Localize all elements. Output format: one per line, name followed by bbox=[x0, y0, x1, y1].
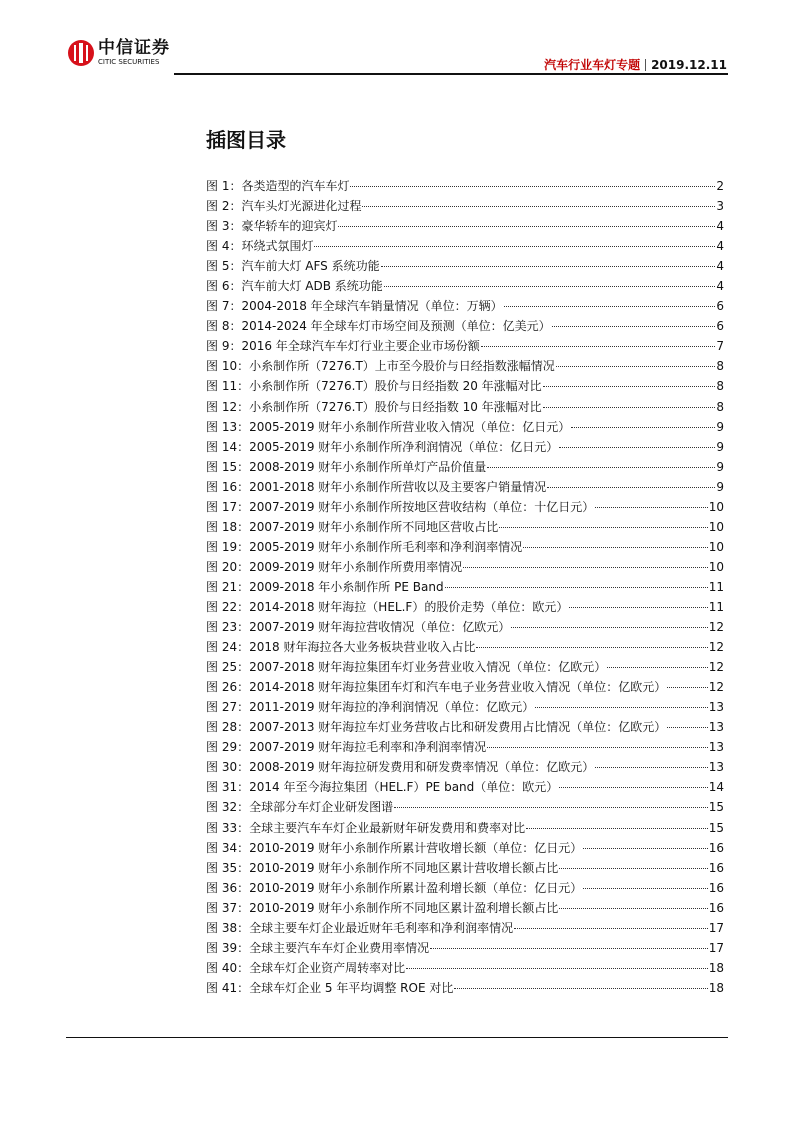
header-separator bbox=[645, 59, 646, 71]
toc-entry[interactable] bbox=[206, 217, 724, 237]
toc-entry-title: 图 19：2005-2019 财年小糸制作所毛利率和净利润率情况 bbox=[206, 539, 523, 554]
dot-leader bbox=[338, 226, 715, 227]
toc-entry-title: 图 41：全球车灯企业 5 年平均调整 ROE 对比 bbox=[206, 980, 454, 995]
toc-entry[interactable] bbox=[206, 438, 724, 458]
toc-entry[interactable] bbox=[206, 317, 724, 337]
toc-entry-page: 11 bbox=[708, 579, 724, 594]
toc-entry[interactable] bbox=[206, 578, 724, 598]
toc-entry[interactable] bbox=[206, 458, 724, 478]
toc-entry-title: 图 12：小糸制作所（7276.T）股价与日经指数 10 年涨幅对比 bbox=[206, 399, 542, 414]
toc-entry-page: 10 bbox=[708, 539, 724, 554]
toc-entry[interactable] bbox=[206, 498, 724, 518]
toc-entry-title: 图 22：2014-2018 财年海拉（HEL.F）的股价走势（单位：欧元） bbox=[206, 599, 569, 614]
footer-divider bbox=[66, 1037, 728, 1038]
toc-entry[interactable] bbox=[206, 598, 724, 618]
toc-entry[interactable] bbox=[206, 758, 724, 778]
toc-entry-title: 图 40：全球车灯企业资产周转率对比 bbox=[206, 960, 406, 975]
toc-entry-page: 9 bbox=[716, 479, 724, 494]
toc-entry[interactable] bbox=[206, 398, 724, 418]
dot-leader bbox=[559, 868, 707, 869]
dot-leader bbox=[499, 527, 707, 528]
toc-entry-title: 图 38：全球主要车灯企业最近财年毛利率和净利润率情况 bbox=[206, 920, 514, 935]
dot-leader bbox=[384, 286, 716, 287]
toc-entry[interactable] bbox=[206, 337, 724, 357]
toc-entry-page: 17 bbox=[708, 940, 724, 955]
toc-entry[interactable] bbox=[206, 819, 724, 839]
toc-entry-page: 18 bbox=[708, 960, 724, 975]
page-title: 插图目录 bbox=[206, 128, 286, 152]
report-topic: 汽车行业车灯专题 bbox=[544, 58, 641, 72]
toc-entry-title: 图 28：2007-2013 财年海拉车灯业务营收占比和研发费用占比情况（单位：亿欧元） bbox=[206, 720, 667, 735]
toc-entry-title: 图 17：2007-2019 财年小糸制作所按地区营收结构（单位：十亿日元） bbox=[206, 499, 595, 514]
toc-entry-page: 4 bbox=[716, 279, 724, 294]
dot-leader bbox=[362, 206, 715, 207]
toc-entry-page: 9 bbox=[716, 439, 724, 454]
dot-leader bbox=[667, 687, 707, 688]
toc-entry-page: 13 bbox=[708, 700, 724, 715]
toc-entry-title: 图 29：2007-2019 财年海拉毛利率和净利润率情况 bbox=[206, 740, 487, 755]
toc-entry-page: 18 bbox=[708, 980, 724, 995]
dot-leader bbox=[445, 587, 708, 588]
toc-entry-page: 8 bbox=[716, 359, 724, 374]
citic-logo-icon bbox=[68, 40, 94, 66]
dot-leader bbox=[476, 647, 707, 648]
toc-entry-title: 图 15：2008-2019 财年小糸制作所单灯产品价值量 bbox=[206, 459, 487, 474]
toc-entry-page: 15 bbox=[708, 800, 724, 815]
toc-entry-title: 图 23：2007-2019 财年海拉营收情况（单位：亿欧元） bbox=[206, 620, 511, 635]
dot-leader bbox=[487, 747, 707, 748]
toc-entry-page: 6 bbox=[716, 299, 724, 314]
company-logo bbox=[68, 40, 170, 66]
toc-entry[interactable] bbox=[206, 638, 724, 658]
toc-entry-title: 图 33：全球主要汽车车灯企业最新财年研发费用和费率对比 bbox=[206, 820, 526, 835]
toc-entry-title: 图 35：2010-2019 财年小糸制作所不同地区累计营收增长额占比 bbox=[206, 860, 559, 875]
toc-entry-title: 图 21：2009-2018 年小糸制作所 PE Band bbox=[206, 579, 444, 594]
toc-entry-title: 图 24：2018 财年海拉各大业务板块营业收入占比 bbox=[206, 640, 476, 655]
toc-entry-title: 图 8：2014-2024 年全球车灯市场空间及预测（单位：亿美元） bbox=[206, 319, 551, 334]
toc-entry-title: 图 3：豪华轿车的迎宾灯 bbox=[206, 219, 338, 234]
toc-entry-page: 10 bbox=[708, 519, 724, 534]
report-date: 2019.12.11 bbox=[651, 57, 727, 72]
toc-entry-page: 17 bbox=[708, 920, 724, 935]
dot-leader bbox=[394, 807, 708, 808]
report-header bbox=[544, 56, 727, 73]
toc-entry-title: 图 26：2014-2018 财年海拉集团车灯和汽车电子业务营业收入情况（单位：亿欧元） bbox=[206, 680, 667, 695]
logo-chinese-name: 中信证券 bbox=[98, 38, 170, 58]
toc-entry-page: 8 bbox=[716, 399, 724, 414]
dot-leader bbox=[350, 186, 715, 187]
toc-entry-page: 16 bbox=[708, 860, 724, 875]
toc-entry[interactable] bbox=[206, 939, 724, 959]
toc-entry-title: 图 9：2016 年全球汽车车灯行业主要企业市场份额 bbox=[206, 339, 480, 354]
toc-entry-page: 15 bbox=[708, 820, 724, 835]
toc-entry[interactable] bbox=[206, 257, 724, 277]
toc-entry[interactable] bbox=[206, 919, 724, 939]
toc-entry-page: 16 bbox=[708, 880, 724, 895]
toc-entry-title: 图 5：汽车前大灯 AFS 系统功能 bbox=[206, 259, 380, 274]
toc-entry[interactable] bbox=[206, 538, 724, 558]
dot-leader bbox=[481, 346, 716, 347]
dot-leader bbox=[526, 828, 708, 829]
toc-entry-page: 12 bbox=[708, 680, 724, 695]
toc-entry-page: 13 bbox=[708, 760, 724, 775]
toc-entry[interactable] bbox=[206, 979, 724, 999]
toc-entry-page: 16 bbox=[708, 900, 724, 915]
dot-leader bbox=[559, 787, 707, 788]
dot-leader bbox=[487, 467, 715, 468]
dot-leader bbox=[543, 407, 716, 408]
dot-leader bbox=[535, 707, 707, 708]
toc-entry[interactable] bbox=[206, 197, 724, 217]
toc-entry-page: 4 bbox=[716, 259, 724, 274]
figure-toc-list bbox=[206, 177, 724, 999]
toc-entry[interactable] bbox=[206, 478, 724, 498]
toc-entry-page: 13 bbox=[708, 720, 724, 735]
dot-leader bbox=[314, 246, 715, 247]
dot-leader bbox=[556, 366, 716, 367]
dot-leader bbox=[595, 767, 707, 768]
toc-entry-title: 图 18：2007-2019 财年小糸制作所不同地区营收占比 bbox=[206, 519, 499, 534]
toc-entry[interactable] bbox=[206, 899, 724, 919]
toc-entry-title: 图 36：2010-2019 财年小糸制作所累计盈利增长额（单位：亿日元） bbox=[206, 880, 583, 895]
toc-entry-title: 图 14：2005-2019 财年小糸制作所净利润情况（单位：亿日元） bbox=[206, 439, 559, 454]
toc-entry[interactable] bbox=[206, 698, 724, 718]
dot-leader bbox=[595, 507, 707, 508]
toc-entry-title: 图 25：2007-2018 财年海拉集团车灯业务营业收入情况（单位：亿欧元） bbox=[206, 660, 607, 675]
toc-entry-title: 图 13：2005-2019 财年小糸制作所营业收入情况（单位：亿日元） bbox=[206, 419, 571, 434]
toc-entry[interactable] bbox=[206, 558, 724, 578]
dot-leader bbox=[583, 888, 707, 889]
dot-leader bbox=[583, 848, 707, 849]
dot-leader bbox=[559, 447, 715, 448]
dot-leader bbox=[559, 908, 707, 909]
toc-entry[interactable] bbox=[206, 678, 724, 698]
toc-entry-page: 7 bbox=[716, 339, 724, 354]
toc-entry-page: 14 bbox=[708, 780, 724, 795]
dot-leader bbox=[381, 266, 716, 267]
dot-leader bbox=[569, 607, 707, 608]
dot-leader bbox=[523, 547, 707, 548]
toc-entry-page: 9 bbox=[716, 419, 724, 434]
toc-entry[interactable] bbox=[206, 297, 724, 317]
toc-entry[interactable] bbox=[206, 658, 724, 678]
toc-entry-page: 6 bbox=[716, 319, 724, 334]
toc-entry-page: 3 bbox=[716, 199, 724, 214]
toc-entry[interactable] bbox=[206, 718, 724, 738]
toc-entry-title: 图 6：汽车前大灯 ADB 系统功能 bbox=[206, 279, 383, 294]
toc-entry-page: 9 bbox=[716, 459, 724, 474]
toc-entry-title: 图 16：2001-2018 财年小糸制作所营收以及主要客户销量情况 bbox=[206, 479, 547, 494]
toc-entry[interactable] bbox=[206, 738, 724, 758]
toc-entry[interactable] bbox=[206, 959, 724, 979]
toc-entry-title: 图 39：全球主要汽车车灯企业费用率情况 bbox=[206, 940, 430, 955]
toc-entry[interactable] bbox=[206, 177, 724, 197]
dot-leader bbox=[607, 667, 707, 668]
toc-entry-page: 12 bbox=[708, 640, 724, 655]
toc-entry[interactable] bbox=[206, 237, 724, 257]
dot-leader bbox=[463, 567, 707, 568]
logo-english-name: CITIC SECURITIES bbox=[98, 58, 160, 66]
toc-entry-title: 图 27：2011-2019 财年海拉的净利润情况（单位：亿欧元） bbox=[206, 700, 535, 715]
toc-entry-title: 图 11：小糸制作所（7276.T）股价与日经指数 20 年涨幅对比 bbox=[206, 379, 542, 394]
dot-leader bbox=[552, 326, 716, 327]
toc-entry[interactable] bbox=[206, 618, 724, 638]
dot-leader bbox=[406, 968, 708, 969]
toc-entry[interactable] bbox=[206, 778, 724, 798]
toc-entry-title: 图 7：2004-2018 年全球汽车销量情况（单位：万辆） bbox=[206, 299, 503, 314]
toc-entry[interactable] bbox=[206, 839, 724, 859]
dot-leader bbox=[430, 948, 708, 949]
dot-leader bbox=[511, 627, 707, 628]
toc-entry-title: 图 31：2014 年至今海拉集团（HEL.F）PE band（单位：欧元） bbox=[206, 780, 559, 795]
dot-leader bbox=[543, 386, 716, 387]
toc-entry-page: 12 bbox=[708, 620, 724, 635]
dot-leader bbox=[571, 427, 715, 428]
toc-entry-page: 11 bbox=[708, 599, 724, 614]
dot-leader bbox=[504, 306, 716, 307]
toc-entry-title: 图 32：全球部分车灯企业研发图谱 bbox=[206, 800, 394, 815]
toc-entry[interactable] bbox=[206, 879, 724, 899]
toc-entry-page: 10 bbox=[708, 559, 724, 574]
header-divider bbox=[174, 73, 728, 75]
toc-entry-title: 图 2：汽车头灯光源进化过程 bbox=[206, 199, 362, 214]
toc-entry[interactable] bbox=[206, 418, 724, 438]
toc-entry[interactable] bbox=[206, 859, 724, 879]
toc-entry[interactable] bbox=[206, 277, 724, 297]
toc-entry-title: 图 4：环绕式氛围灯 bbox=[206, 239, 314, 254]
dot-leader bbox=[547, 487, 715, 488]
dot-leader bbox=[514, 928, 708, 929]
toc-entry-page: 8 bbox=[716, 379, 724, 394]
toc-entry-page: 13 bbox=[708, 740, 724, 755]
toc-entry-page: 16 bbox=[708, 840, 724, 855]
toc-entry-page: 12 bbox=[708, 660, 724, 675]
toc-entry-title: 图 10：小糸制作所（7276.T）上市至今股价与日经指数涨幅情况 bbox=[206, 359, 555, 374]
dot-leader bbox=[667, 727, 707, 728]
toc-entry-page: 4 bbox=[716, 219, 724, 234]
toc-entry-title: 图 37：2010-2019 财年小糸制作所不同地区累计盈利增长额占比 bbox=[206, 900, 559, 915]
toc-entry-page: 4 bbox=[716, 239, 724, 254]
dot-leader bbox=[454, 988, 707, 989]
toc-entry-title: 图 34：2010-2019 财年小糸制作所累计营收增长额（单位：亿日元） bbox=[206, 840, 583, 855]
toc-entry[interactable] bbox=[206, 518, 724, 538]
toc-entry-page: 2 bbox=[716, 179, 724, 193]
toc-entry[interactable] bbox=[206, 798, 724, 818]
toc-entry-page: 10 bbox=[708, 499, 724, 514]
toc-entry[interactable] bbox=[206, 357, 724, 377]
toc-entry-title: 图 30：2008-2019 财年海拉研发费用和研发费率情况（单位：亿欧元） bbox=[206, 760, 595, 775]
toc-entry-title: 图 20：2009-2019 财年小糸制作所费用率情况 bbox=[206, 559, 463, 574]
toc-entry[interactable] bbox=[206, 377, 724, 397]
toc-entry-title: 图 1：各类造型的汽车车灯 bbox=[206, 179, 350, 193]
